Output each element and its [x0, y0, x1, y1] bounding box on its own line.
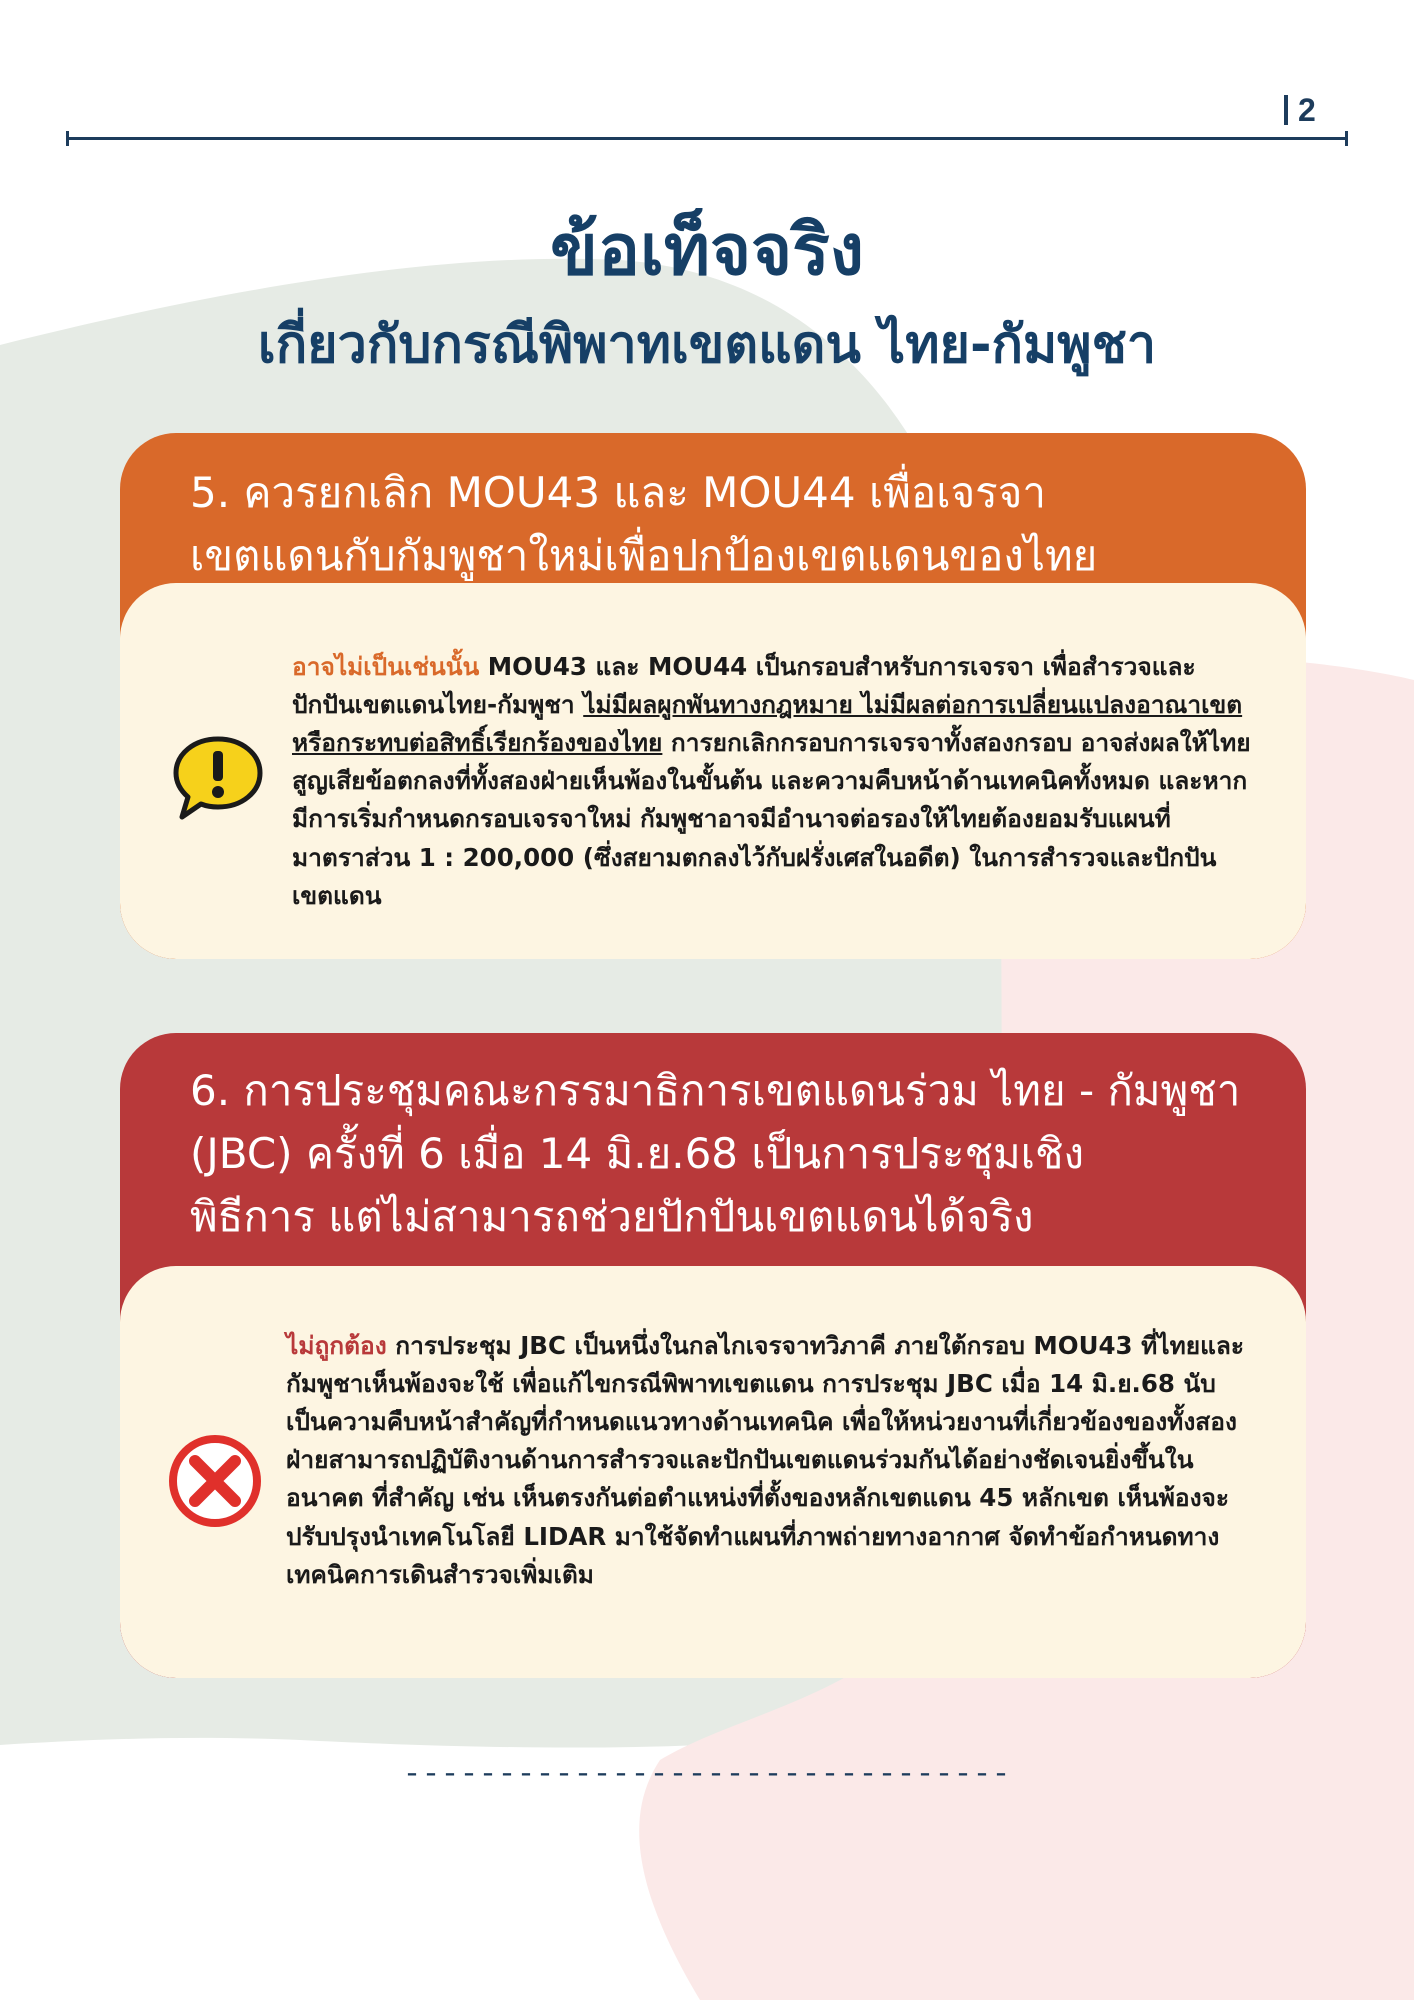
- red-x-circle-icon: [165, 1431, 265, 1535]
- header-rule: [66, 137, 1348, 140]
- body-text: การประชุม JBC เป็นหนึ่งในกลไกเจรจาทวิภาคี ภายใต้กรอบ MOU43 ที่ไทยและกัมพูชาเห็นพ้องจะใช้ เพื่อแก้ไขกรณีพิพาทเขตแดน การประชุม JBC เมื่อ 14 มิ.ย.68 นับเป็นความคืบหน้าสำคัญที่กำหนดแนวทางด้านเทคนิค เพื่อให้หน่วยงานที่เกี่ยวข้องของทั้งสองฝ่ายสามารถปฏิบัติงานด้านการสำรวจและปักปันเขตแดนร่วมกันได้อย่างชัดเจนยิ่งขึ้นในอนาคต ที่สำคัญ เช่น เห็นตรงกันต่อตำแหน่งที่ตั้งของหลักเขตแดน 45 หลักเขต เห็นพ้องจะปรับปรุงนำเทคโนโลยี LIDAR มาใช้จัดทำแผนที่ภาพถ่ายทางอากาศ จัดทำข้อกำหนดทางเทคนิคการเดินสำรวจเพิ่มเติม: [286, 1330, 1245, 1589]
- fact-card-5: [120, 433, 1306, 959]
- page-number-value: 2: [1298, 92, 1316, 128]
- page-subtitle: เกี่ยวกับกรณีพิพาทเขตแดน ไทย-กัมพูชา: [257, 315, 1157, 375]
- fact-card-5-heading: [120, 433, 1306, 587]
- body-intro: MOU43 และ MOU44 เป็นกรอบสำหรับการเจรจา เพื่อสำรวจและปักปันเขตแดนไทย-กัมพูชา: [292, 651, 1196, 719]
- footer-divider: --------------------------------: [402, 1758, 1012, 1792]
- fact-card-6: [120, 1033, 1306, 1678]
- verdict-label: อาจไม่เป็นเช่นนั้น: [292, 651, 480, 681]
- heading-line: พิธีการ แต่ไม่สามารถช่วยปักปันเขตแดนได้จริง: [190, 1192, 1034, 1241]
- exclamation-speech-icon: [170, 733, 266, 827]
- heading-line: 5. ควรยกเลิก MOU43 และ MOU44 เพื่อเจรจา: [190, 468, 1046, 517]
- fact-card-5-text: [292, 648, 1252, 915]
- fact-card-6-body: [120, 1266, 1306, 1678]
- page-number: [1284, 92, 1316, 129]
- body-underlined: ไม่มีผลผูกพันทางกฎหมาย ไม่มีผลต่อการเปลี่ยนแปลงอาณาเขต หรือกระทบต่อสิทธิ์เรียกร้องของไทย: [292, 689, 1243, 757]
- body-rest: การยกเลิกกรอบการเจรจาทั้งสองกรอบ อาจส่งผลให้ไทยสูญเสียข้อตกลงที่ทั้งสองฝ่ายเห็นพ้องในขั้นต้น และความคืบหน้าด้านเทคนิคทั้งหมด และหากมีการเริ่มกำหนดกรอบเจรจาใหม่ กัมพูชาอาจมีอำนาจต่อรองให้ไทยต้องยอมรับแผนที่มาตราส่วน 1 : 200,000 (ซึ่งสยามตกลงไว้กับฝรั่งเศสในอดีต) ในการสำรวจและปักปันเขตแดน: [292, 727, 1251, 910]
- heading-line: 6. การประชุมคณะกรรมาธิการเขตแดนร่วม ไทย - กัมพูชา: [190, 1066, 1241, 1115]
- page-title: ข้อเท็จจริง: [550, 209, 864, 291]
- fact-card-5-body: [120, 583, 1306, 959]
- heading-line: (JBC) ครั้งที่ 6 เมื่อ 14 มิ.ย.68 เป็นการประชุมเชิง: [190, 1129, 1085, 1178]
- verdict-label: ไม่ถูกต้อง: [286, 1330, 387, 1360]
- heading-line: เขตแดนกับกัมพูชาใหม่เพื่อปกป้องเขตแดนของไทย: [190, 531, 1098, 580]
- fact-card-6-text: [286, 1327, 1256, 1594]
- page-number-bar: [1284, 95, 1288, 125]
- fact-card-6-heading: [120, 1033, 1306, 1248]
